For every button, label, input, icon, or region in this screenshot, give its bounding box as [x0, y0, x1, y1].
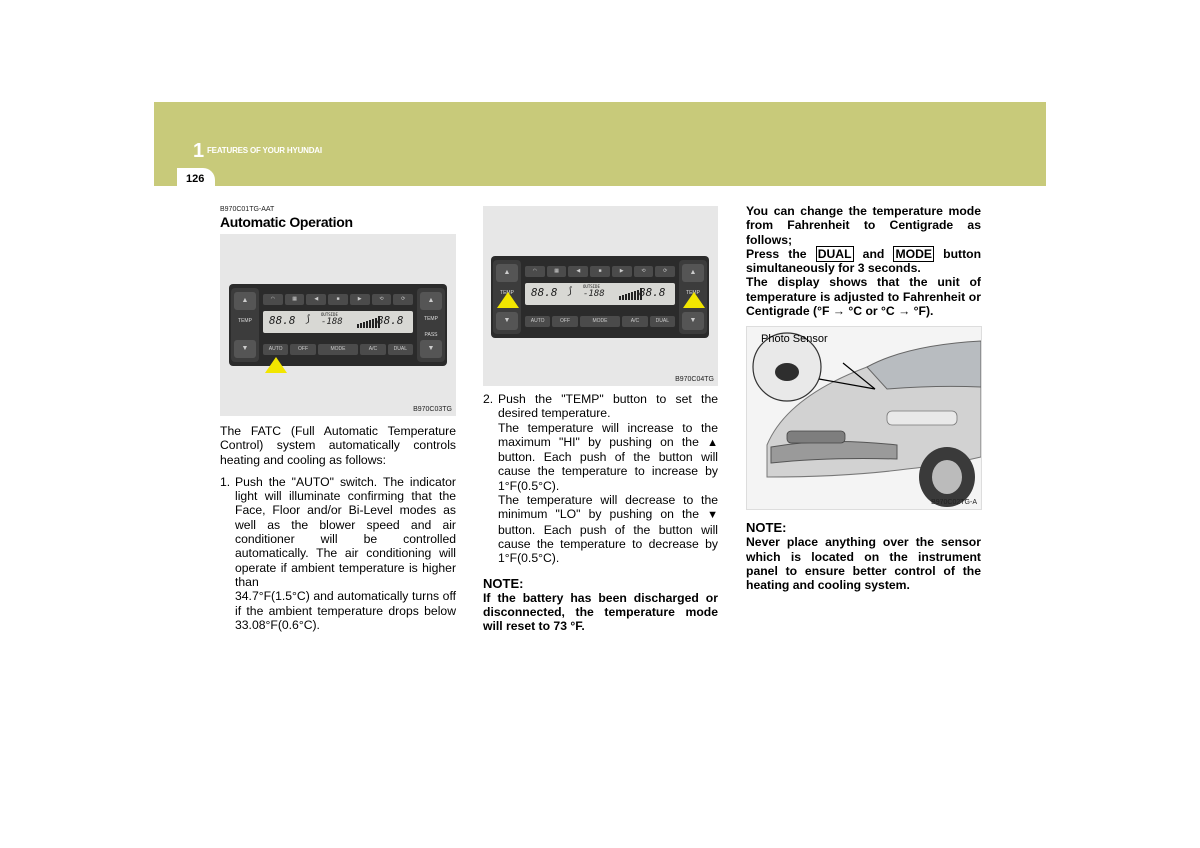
figure-code: B970C02TG-A [931, 499, 977, 507]
mode-button: MODE [580, 316, 621, 327]
ac-button: A/C [622, 316, 647, 327]
note-title: NOTE: [746, 520, 787, 536]
climate-panel [491, 256, 709, 338]
figure-code: B970C03TG [413, 406, 452, 413]
fresh-air-icon: ⟳ [393, 294, 413, 305]
item2-text: Push the "TEMP" button to set the desired temperature. [498, 392, 718, 421]
pass-temp-up-button: ▲ [682, 264, 704, 282]
fan-icon: ■ [328, 294, 348, 305]
list-item [220, 475, 456, 632]
figure-code: B970C04TG [675, 376, 714, 383]
ac-button: A/C [360, 344, 385, 355]
temp-up-button: ▲ [234, 292, 256, 310]
temp-label-right: TEMP [686, 290, 700, 296]
auto-button: AUTO [263, 344, 288, 355]
left-temp-rocker [231, 288, 259, 362]
bottom-button-row [525, 316, 675, 327]
dual-key-label: DUAL [817, 246, 852, 261]
list-number: 2. [483, 392, 494, 406]
right-temp-rocker [417, 288, 445, 362]
list-item [483, 392, 718, 566]
item1-text-cont: 34.7°F(1.5°C) and automatically turns off if the ambient temperature drops below 33.08°F(0.6°C). [235, 589, 456, 632]
display-unit-paragraph: The display shows that the unit of temperature is adjusted to Fahrenheit or Centigrade (°F → °C or °C → °F). [746, 275, 981, 319]
car-illustration [747, 327, 981, 509]
lcd-outside-temp: -188 [321, 317, 343, 327]
temp-down-button: ▼ [234, 340, 256, 358]
temp-down-button: ▼ [496, 312, 518, 330]
lcd-driver-temp: 88.8 [269, 314, 296, 327]
fresh-air-icon: ⟳ [655, 266, 675, 277]
yellow-arrow-icon-right [683, 292, 705, 308]
fan-icon: ■ [590, 266, 610, 277]
temp-up-button: ▲ [496, 264, 518, 282]
recirc-icon: ⟲ [372, 294, 392, 305]
lcd-display [263, 311, 413, 333]
auto-button: AUTO [525, 316, 550, 327]
pass-temp-down-button: ▼ [420, 340, 442, 358]
photo-sensor-label: Photo Sensor [761, 333, 828, 346]
fan-down-icon: ◀ [568, 266, 588, 277]
note-title: NOTE: [483, 575, 524, 591]
temp-mode-paragraph: You can change the temperature mode from Fahrenheit to Centigrade as follows; [746, 204, 981, 247]
down-arrow-icon: ▼ [707, 509, 718, 522]
lcd-passenger-temp: 88.8 [639, 286, 666, 299]
figure-control-panel-temp [483, 206, 718, 386]
item2-decrease-text: The temperature will decrease to the minimum "LO" by pushing on the ▼ button. Each push of the button will cause the temperature to decrease by 1°F(0.5°C). [498, 493, 718, 566]
section-code: B970C01TG-AAT [220, 206, 275, 213]
rear-defrost-icon: ▦ [547, 266, 567, 277]
column-1 [220, 206, 456, 632]
intro-paragraph: The FATC (Full Automatic Temperature Control) system automatically controls heating and cooling as follows: [220, 424, 456, 467]
temp-label-right: TEMP [424, 316, 438, 322]
dual-button: DUAL [650, 316, 675, 327]
list-number: 1. [220, 474, 231, 489]
mode-key-label: MODE [895, 246, 933, 261]
figure-photo-sensor [746, 326, 982, 510]
item1-text: Push the "AUTO" switch. The indicator light will illuminate confirming that the Face, Floor and/or Bi-Level modes as well as the blower speed and air conditioner will be controlled automatically. The air conditioning will operate if ambient temperature is higher than [235, 474, 456, 589]
chapter-title: FEATURES OF YOUR HYUNDAI [207, 146, 322, 155]
fan-up-icon: ▶ [612, 266, 632, 277]
yellow-arrow-icon-left [497, 292, 519, 308]
figure-control-panel-auto [220, 234, 456, 416]
chapter-number: 1 [193, 140, 205, 162]
defrost-icon: ◠ [263, 294, 283, 305]
press-instruction: Press the DUAL and MODE button simultaneously for 3 seconds. [746, 246, 982, 276]
lcd-outside-temp: -188 [583, 289, 605, 299]
top-button-row [263, 294, 413, 305]
page-number: 126 [186, 173, 205, 185]
fan-down-icon: ◀ [306, 294, 326, 305]
item2-increase-text: The temperature will increase to the maximum "HI" by pushing on the ▲ button. Each push of the button will cause the temperature to increase by 1°F(0.5°C). [498, 420, 718, 493]
temp-label: TEMP [238, 318, 252, 324]
off-button: OFF [552, 316, 577, 327]
lcd-mode-icon: ⟆ [567, 286, 574, 297]
lcd-display [525, 283, 675, 305]
pass-temp-up-button: ▲ [420, 292, 442, 310]
temp-label: TEMP [500, 290, 514, 296]
column-2 [483, 206, 718, 633]
off-button: OFF [290, 344, 315, 355]
rear-defrost-icon: ▦ [285, 294, 305, 305]
climate-panel [229, 284, 447, 366]
lcd-mode-icon: ⟆ [305, 314, 312, 325]
header-band [154, 102, 1046, 186]
column-3 [746, 204, 981, 593]
lcd-passenger-temp: 88.8 [377, 314, 404, 327]
mode-button: MODE [318, 344, 359, 355]
lcd-outside-label: OUTSIDE [321, 312, 338, 317]
dual-button: DUAL [388, 344, 413, 355]
section-heading: Automatic Operation [220, 214, 353, 230]
recirc-icon: ⟲ [634, 266, 654, 277]
yellow-arrow-icon [265, 357, 287, 373]
note-text: If the battery has been discharged or disconnected, the temperature mode will reset to 73 °F. [483, 590, 718, 634]
up-arrow-icon: ▲ [707, 436, 718, 449]
lcd-driver-temp: 88.8 [531, 286, 558, 299]
pass-label: PASS [424, 332, 438, 338]
pass-temp-down-button: ▼ [682, 312, 704, 330]
fan-up-icon: ▶ [350, 294, 370, 305]
lcd-outside-label: OUTSIDE [583, 284, 600, 289]
bottom-button-row [263, 344, 413, 355]
defrost-icon: ◠ [525, 266, 545, 277]
note-text: Never place anything over the sensor which is located on the instrument panel to ensure better control of the heating and cooling system. [746, 535, 981, 593]
top-button-row [525, 266, 675, 277]
